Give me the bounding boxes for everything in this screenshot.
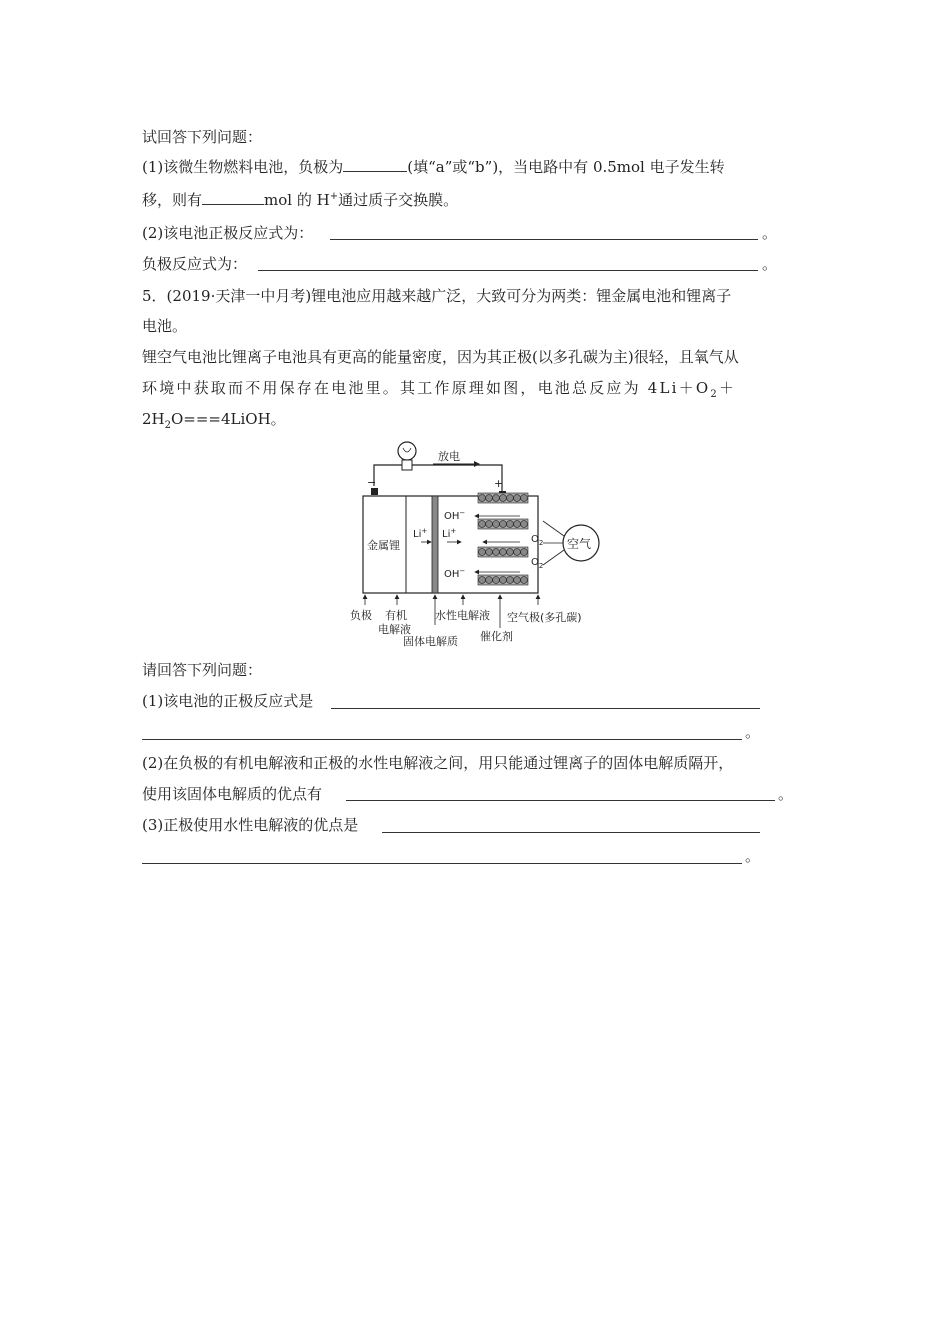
organic-label-2: 电解液	[378, 623, 411, 636]
carbon-particle	[507, 549, 514, 556]
answer-line-negative[interactable]	[258, 269, 758, 271]
problem-5-line-4	[142, 378, 736, 405]
sq2-label: 使用该固体电解质的优点有	[142, 785, 323, 803]
carbon-particle	[493, 549, 500, 556]
air-line-1	[543, 521, 564, 536]
sub-intro: 请回答下列问题：	[142, 661, 263, 679]
air-electrode-label: 空气极(多孔碳)	[507, 611, 582, 624]
p5-l5-a: 2H	[142, 410, 165, 428]
q1-sup: +	[329, 191, 339, 202]
carbon-particle	[486, 577, 493, 584]
li-ion-right: Li+	[442, 527, 457, 540]
carbon-particle	[486, 495, 493, 502]
q1-text-c: 移，则有	[142, 191, 203, 209]
catalyst-label: 催化剂	[480, 630, 513, 643]
sub-question-2-line-2	[142, 784, 322, 804]
wire-right	[412, 465, 502, 494]
p5-l4-end: ＋	[718, 379, 737, 397]
answer-line-positive[interactable]	[330, 238, 758, 240]
sq3-end: 。	[745, 847, 761, 865]
answer-line-sq2[interactable]	[346, 799, 775, 801]
problem-5-line-5	[142, 409, 286, 436]
plus-sign: +	[494, 477, 504, 490]
answer-line-sq1-a[interactable]	[331, 707, 760, 709]
question-1-line-2	[142, 187, 458, 210]
air-line-3	[543, 550, 564, 565]
answer-blank-electrode[interactable]	[343, 157, 407, 172]
intro-text: 试回答下列问题：	[142, 128, 263, 146]
solid-electrolyte-membrane	[432, 496, 438, 593]
p5-l4-text: 环境中获取而不用保存在电池里。其工作原理如图，电池总反应为 4Li＋O	[142, 379, 711, 397]
metal-lithium-label: 金属锂	[367, 539, 400, 552]
sq1-label: (1)该电池的正极反应式是	[142, 692, 314, 710]
carbon-particle	[514, 521, 521, 528]
sub-question-1	[142, 691, 313, 711]
oh-label-top: OH−	[444, 509, 466, 522]
q2-positive-end: 。	[762, 224, 778, 242]
carbon-particle	[507, 521, 514, 528]
minus-sign: −	[367, 476, 377, 489]
solid-electrolyte-label: 固体电解质	[403, 635, 458, 648]
q2-negative-label: 负极反应式为：	[142, 255, 248, 273]
carbon-particle	[493, 577, 500, 584]
carbon-particle	[486, 521, 493, 528]
o2-label-1: $O_2$	[531, 534, 544, 547]
carbon-particle	[500, 521, 507, 528]
answer-line-sq3-a[interactable]	[382, 831, 760, 833]
p5-l4-sub: 2	[710, 389, 719, 400]
carbon-particle	[514, 577, 521, 584]
carbon-particle	[479, 549, 486, 556]
carbon-particle	[493, 495, 500, 502]
air-label: 空气	[567, 537, 592, 551]
answer-line-sq1-b[interactable]	[142, 738, 742, 740]
question-2-negative	[142, 254, 247, 274]
organic-label: 有机	[385, 609, 407, 622]
carbon-particle	[500, 577, 507, 584]
carbon-particle	[500, 495, 507, 502]
oh-label-bottom: OH−	[444, 567, 466, 580]
q1-text-b: (填“a”或“b”)，当电路中有 0.5mol 电子发生转	[407, 158, 725, 176]
q1-text-d: mol 的 H	[264, 191, 330, 209]
carbon-particle	[514, 549, 521, 556]
q2-negative-end: 。	[762, 255, 778, 273]
wire-left	[374, 465, 402, 486]
carbon-particle	[521, 577, 528, 584]
p5-l5-b: O===4LiOH。	[171, 410, 286, 428]
sub-question-3	[142, 815, 358, 835]
carbon-particle	[507, 577, 514, 584]
o2-label-2: $O_2$	[531, 557, 544, 570]
carbon-particle	[479, 521, 486, 528]
sub-question-2-line-1: (2)在负极的有机电解液和正极的水性电解液之间，用只能通过锂离子的固体电解质隔开，	[142, 754, 734, 772]
carbon-particle	[521, 549, 528, 556]
carbon-particle	[521, 495, 528, 502]
answer-line-sq3-b[interactable]	[142, 862, 742, 864]
negative-terminal	[371, 488, 378, 495]
problem-5-line-2: 电池。	[142, 317, 188, 335]
carbon-particle	[479, 495, 486, 502]
q1-text-e: 通过质子交换膜。	[338, 191, 459, 209]
q1-text-a: (1)该微生物燃料电池，负极为	[142, 158, 344, 176]
carbon-particle	[514, 495, 521, 502]
sq2-end: 。	[778, 785, 794, 803]
question-1-line-1	[142, 157, 725, 177]
carbon-particle	[493, 521, 500, 528]
carbon-particle	[507, 495, 514, 502]
discharge-label: 放电	[438, 450, 460, 463]
lithium-air-battery-diagram	[345, 438, 605, 648]
carbon-particle	[521, 521, 528, 528]
p5-l5-sub: 2	[164, 420, 171, 431]
sq3-label: (3)正极使用水性电解液的优点是	[142, 816, 359, 834]
carbon-particle	[486, 549, 493, 556]
question-2-positive	[142, 223, 313, 243]
q2-positive-label: (2)该电池正极反应式为：	[142, 224, 314, 242]
answer-blank-moles[interactable]	[202, 190, 264, 205]
aqueous-label: 水性电解液	[435, 609, 490, 622]
problem-5-line-3: 锂空气电池比锂离子电池具有更高的能量密度，因为其正极(以多孔碳为主)很轻，且氧气从	[142, 348, 739, 366]
li-ion-left: Li+	[413, 527, 428, 540]
neg-electrode-label: 负极	[350, 609, 372, 622]
sq1-end: 。	[745, 723, 761, 741]
problem-5-line-1: 5．(2019·天津一中月考)锂电池应用越来越广泛，大致可分为两类：锂金属电池和锂离子	[142, 287, 732, 305]
carbon-particle	[500, 549, 507, 556]
light-bulb-icon	[398, 442, 416, 470]
carbon-particle	[479, 577, 486, 584]
